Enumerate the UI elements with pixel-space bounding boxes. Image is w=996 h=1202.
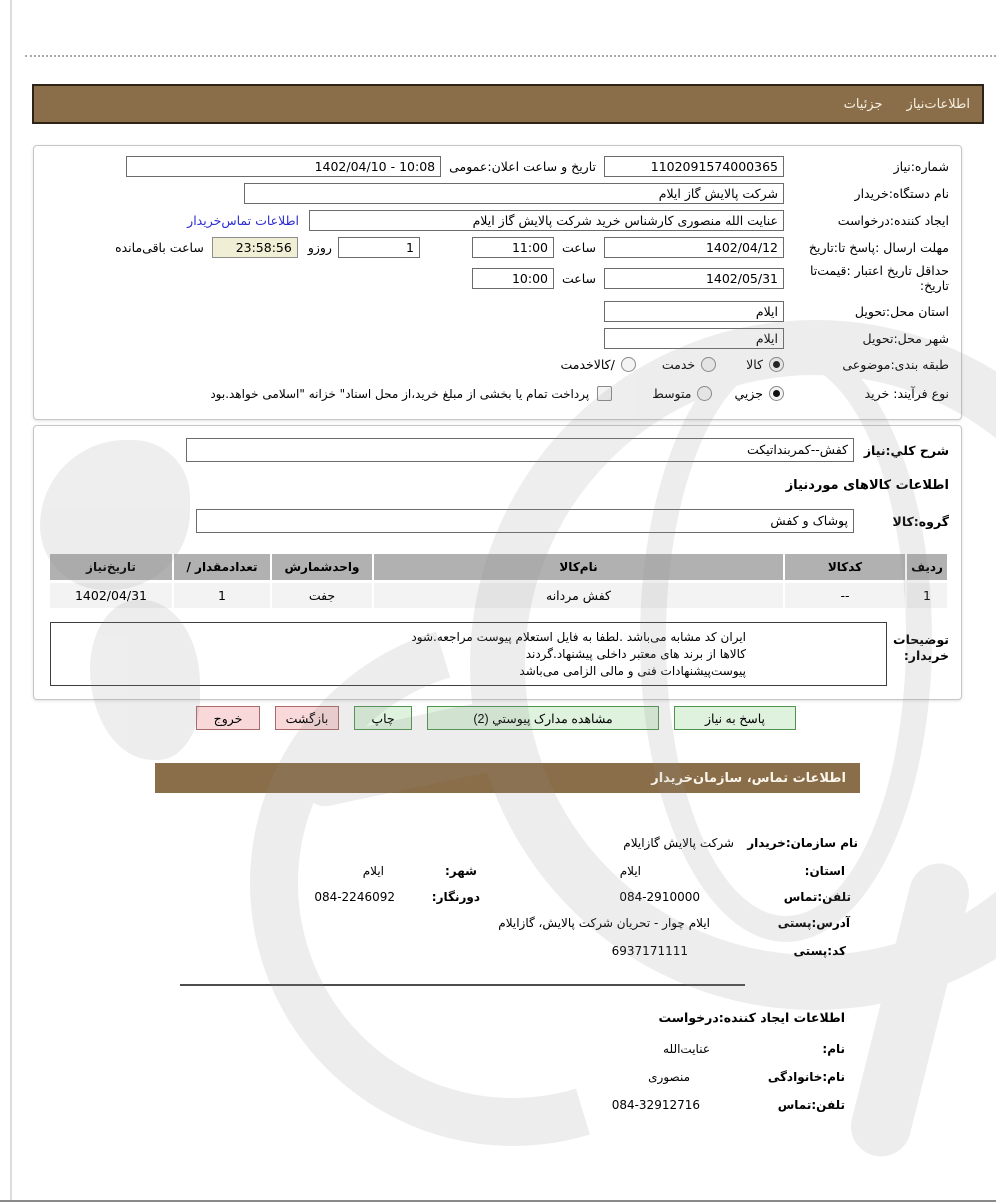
contact-postal-value: 6937171111 xyxy=(611,944,688,958)
comment-line: ایران کد مشابه می‌باشد .لطفا به فایل استعلام پیوست مراجعه.شود xyxy=(411,630,746,644)
top-dotted-separator xyxy=(25,55,996,57)
col-header-unit: واحدشمارش xyxy=(272,554,372,580)
contact-province-label: استان: xyxy=(804,864,845,878)
response-deadline-label: مهلت ارسال :پاسخ تا:تاریخ xyxy=(808,240,949,255)
days-label: روزو xyxy=(307,240,332,255)
need-info-panel xyxy=(33,145,962,420)
org-name-label: نام سازمان:خریدار xyxy=(747,836,858,850)
col-header-goods-name: نام‌کالا xyxy=(374,554,783,580)
watermark-calligraphy-icon xyxy=(845,857,976,1163)
section-divider xyxy=(180,984,745,986)
buyer-comments-label-line1: توضیحات xyxy=(893,632,949,647)
announce-label: تاریخ و ساعت اعلان:عمومی xyxy=(449,159,596,174)
col-header-need-date: تاریخ‌نیاز xyxy=(50,554,172,580)
comment-line: پیوست‌پیشنهادات فنی و مالی الزامی می‌باشد xyxy=(519,664,746,678)
need-number-label: شماره:نیاز xyxy=(893,159,949,174)
buyer-contact-header-bar xyxy=(155,763,860,793)
validity-date-field[interactable]: 1402/05/31 xyxy=(604,268,784,289)
col-header-row-number: ردیف xyxy=(907,554,947,580)
goods-info-heading: اطلاعات کالاهای موردنیاز xyxy=(785,478,949,493)
table-row-cell-code: -- xyxy=(785,583,905,608)
table-row-cell-date: 1402/04/31 xyxy=(50,583,172,608)
creator-name-label: نام: xyxy=(822,1042,845,1056)
price-validity-label xyxy=(784,263,949,293)
row-response-deadline xyxy=(46,237,949,258)
buyer-contact-header: اطلاعات تماس، سازمان‌خریدار xyxy=(651,770,846,786)
row-subject-classification xyxy=(46,357,949,372)
creator-info-heading: اطلاعات ایجاد کننده:درخواست xyxy=(658,1010,845,1025)
delivery-city-label: شهر محل:تحویل xyxy=(862,331,949,346)
countdown-timer: 23:58:56 xyxy=(212,237,298,258)
need-number-field[interactable]: 1102091574000365 xyxy=(604,156,784,177)
deadline-date-field[interactable]: 1402/04/12 xyxy=(604,237,784,258)
row-price-validity xyxy=(46,261,949,295)
minor-radio[interactable] xyxy=(769,386,784,401)
service-radio[interactable] xyxy=(701,357,716,372)
left-border-line xyxy=(10,0,12,1202)
col-header-goods-code: کدکالا xyxy=(785,554,905,580)
validity-time-field[interactable]: 10:00 xyxy=(472,268,554,289)
exit-button[interactable]: خروج xyxy=(196,706,260,730)
row-process-type xyxy=(46,386,949,401)
creator-phone-label: تلفن:تماس xyxy=(777,1098,845,1112)
radio-group-service xyxy=(662,357,716,372)
contact-city-value: ایلام xyxy=(362,864,384,878)
radio-group-medium xyxy=(652,386,712,401)
contact-address-label: آدرس:پستی xyxy=(777,916,850,930)
price-validity-label-line1: حداقل تاریخ اعتبار :قیمت‌تا xyxy=(809,263,949,278)
delivery-province-label: استان محل:تحویل xyxy=(854,304,949,319)
action-buttons xyxy=(196,706,796,730)
buyer-contact-link[interactable]: اطلاعات تماس‌خریدار xyxy=(187,213,299,228)
buyer-comments-field[interactable] xyxy=(50,622,887,686)
hours-remaining-label: ساعت باقی‌مانده xyxy=(115,240,204,255)
request-creator-field[interactable]: عنایت الله منصوری کارشناس خرید شرکت پالایش گاز ایلام xyxy=(309,210,784,231)
delivery-city-field[interactable]: ایلام xyxy=(604,328,784,349)
row-buyer-org xyxy=(46,183,949,204)
contact-postal-label: کد:پستی xyxy=(793,944,846,958)
goods-table xyxy=(50,554,947,608)
goods-panel xyxy=(33,425,962,700)
contact-address-value: ایلام چوار - تحریان شرکت پالایش، گازایلام xyxy=(498,916,710,930)
subject-classification-label: طبقه بندی:موضوعی xyxy=(842,357,949,372)
goods-radio[interactable] xyxy=(769,357,784,372)
row-delivery-city xyxy=(46,328,949,349)
goods-radio-label: کالا xyxy=(746,357,763,372)
row-goods-group xyxy=(46,509,949,533)
treasury-payment-label: پرداخت تمام یا بخشی از مبلغ خرید،از محل اسناد" خزانه "اسلامی خواهد.بود xyxy=(210,386,590,401)
treasury-payment-checkbox[interactable] xyxy=(597,386,612,401)
row-need-number xyxy=(46,156,949,177)
buyer-comments xyxy=(50,622,949,686)
buyer-comments-label-line2: خریدار: xyxy=(903,648,949,663)
row-request-creator xyxy=(46,210,949,231)
respond-to-need-button[interactable]: پاسخ به نیاز xyxy=(674,706,796,730)
announce-datetime-field[interactable]: 1402/04/10 - 10:08 xyxy=(126,156,441,177)
request-creator-label: ایجاد کننده:درخواست xyxy=(837,213,949,228)
general-description-field[interactable]: کفش--کمربنداتیکت xyxy=(186,438,854,462)
process-type-label: نوع فرآیند: خرید xyxy=(864,386,949,401)
creator-name-value: عنایت‌الله xyxy=(663,1042,710,1056)
row-general-description xyxy=(46,438,949,462)
print-button[interactable]: چاپ xyxy=(354,706,412,730)
medium-radio-label: متوسط xyxy=(652,386,692,401)
comment-line: کالاها از برند های معتبر داخلی پیشنهاد.گردند xyxy=(525,647,746,661)
buyer-org-label: نام دستگاه:خریدار xyxy=(854,186,949,201)
radio-group-goods-service xyxy=(560,357,635,372)
deadline-hour-label: ساعت xyxy=(561,240,596,255)
header-bar xyxy=(32,84,984,124)
price-validity-label-line2: تاریخ: xyxy=(919,278,949,293)
deadline-time-field[interactable]: 11:00 xyxy=(472,237,554,258)
buyer-org-field[interactable]: شرکت پالایش گاز ایلام xyxy=(244,183,784,204)
contact-province-value: ایلام xyxy=(619,864,641,878)
contact-phone-label: تلفن:تماس xyxy=(783,890,851,904)
goods-group-field[interactable]: پوشاک و کفش xyxy=(196,509,854,533)
table-row-cell-unit: جفت xyxy=(272,583,372,608)
creator-family-label: نام:خانوادگی xyxy=(767,1070,845,1084)
contact-fax-label: دورنگار: xyxy=(431,890,480,904)
org-name-value: شرکت پالایش گازایلام xyxy=(623,836,734,850)
medium-radio[interactable] xyxy=(697,386,712,401)
remaining-days-field[interactable]: 1 xyxy=(338,237,420,258)
contact-city-label: شهر: xyxy=(445,864,477,878)
validity-hour-label: ساعت xyxy=(561,270,596,286)
goods-service-radio-label: /کالاخدمت xyxy=(560,357,615,372)
contact-phone-value: 084-2910000 xyxy=(619,890,700,904)
goods-service-radio[interactable] xyxy=(621,357,636,372)
minor-radio-label: جزیي xyxy=(734,386,763,401)
buyer-comments-label xyxy=(887,622,949,664)
row-delivery-province xyxy=(46,301,949,322)
goods-group-label: گروه:کالا xyxy=(892,513,949,529)
table-row-cell-qty: 1 xyxy=(174,583,270,608)
col-header-quantity: تعدادمقدار / xyxy=(174,554,270,580)
radio-group-minor xyxy=(734,386,784,401)
general-description-label: شرح کلي:نیاز xyxy=(863,442,949,458)
tab-details[interactable]: جزئیات xyxy=(843,96,883,112)
service-radio-label: خدمت xyxy=(661,357,696,372)
tab-need-info[interactable]: اطلاعات‌نیاز xyxy=(906,96,970,112)
delivery-province-field[interactable]: ایلام xyxy=(604,301,784,322)
table-row-cell-number: 1 xyxy=(907,583,947,608)
creator-family-value: منصوری xyxy=(648,1070,690,1084)
radio-group-goods xyxy=(746,357,784,372)
view-attached-documents-button[interactable]: مشاهده مدارک پیوستي (2) xyxy=(427,706,659,730)
back-button[interactable]: بازگشت xyxy=(275,706,339,730)
creator-phone-value: 084-32912716 xyxy=(611,1098,700,1112)
table-row-cell-name: کفش مردانه xyxy=(374,583,783,608)
contact-fax-value: 084-2246092 xyxy=(314,890,395,904)
